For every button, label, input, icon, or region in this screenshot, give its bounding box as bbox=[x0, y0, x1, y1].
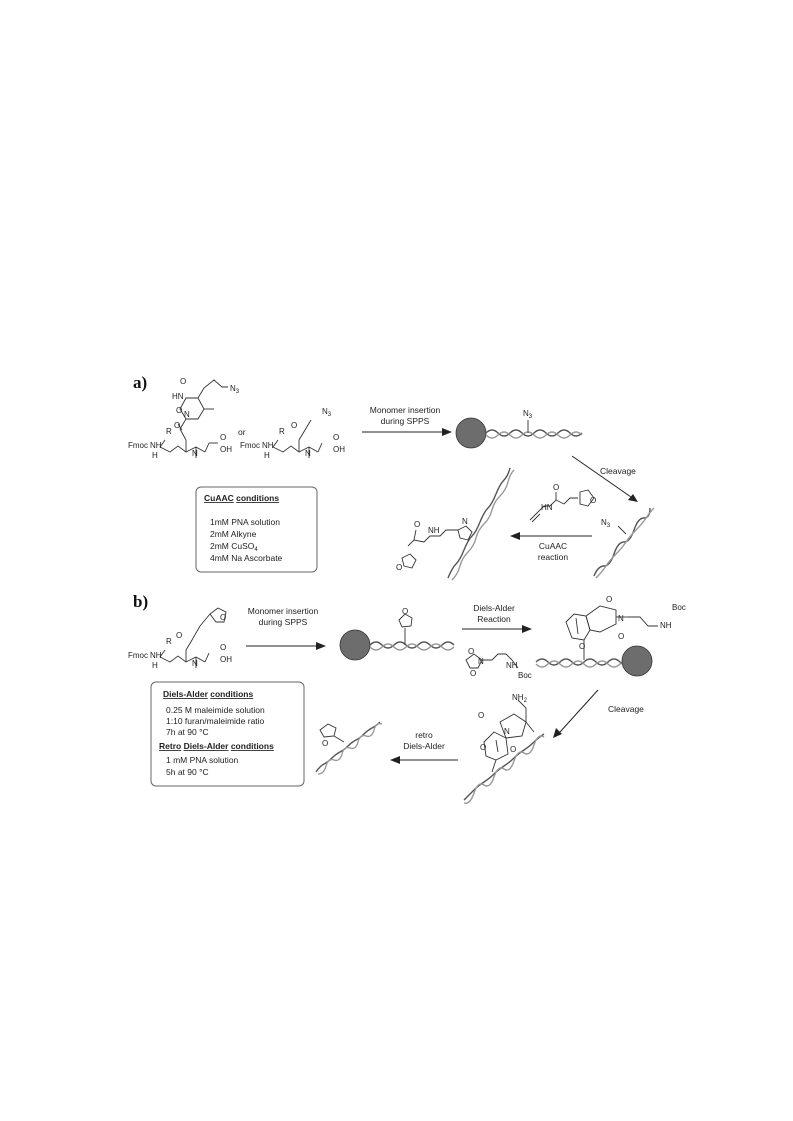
atom-o-cleaved-1: O bbox=[478, 711, 485, 720]
retro-da-title: Retro Diels-Alder conditions bbox=[159, 741, 274, 751]
label-b-da-1: Diels-Alder bbox=[473, 603, 515, 613]
label-b-insertion-1: Monomer insertion bbox=[247, 606, 319, 616]
atom-n3-backbone: $N_3$ bbox=[322, 407, 332, 418]
atom-n-ring: N bbox=[184, 410, 190, 419]
cleaved-adduct bbox=[464, 693, 544, 803]
atom-o-furan-product: O bbox=[396, 563, 403, 572]
alkyne-furan-reagent bbox=[530, 483, 596, 522]
atom-hn-reagent: HN bbox=[541, 503, 553, 512]
atom-r-3: R bbox=[166, 637, 172, 646]
resin-bead-a bbox=[456, 418, 486, 448]
da-line-1: 0.25 M maleimide solution bbox=[166, 705, 265, 715]
atom-o-furan-reagent: O bbox=[590, 496, 597, 505]
resin-bead-b bbox=[340, 630, 370, 660]
atom-n-furan-monomer: N bbox=[192, 659, 198, 668]
atom-h: H bbox=[152, 451, 158, 460]
atom-h-3: H bbox=[152, 661, 158, 670]
cuaac-line-1: 1mM PNA solution bbox=[210, 517, 280, 527]
atom-o-acid-3: O bbox=[220, 643, 227, 652]
atom-nh2: $NH_2$ bbox=[512, 693, 527, 704]
atom-o-furan-strand: O bbox=[402, 607, 409, 616]
monomer-furan bbox=[128, 608, 232, 670]
atom-nh: NH bbox=[150, 441, 162, 450]
atom-o-adduct-2: O bbox=[618, 632, 625, 641]
triazole-product bbox=[396, 468, 514, 580]
atom-o-ring-monomer: O bbox=[220, 613, 227, 622]
atom-o-backbone: O bbox=[291, 421, 298, 430]
atom-o-adduct-1: O bbox=[606, 595, 613, 604]
da-line-2: 1:10 furan/maleimide ratio bbox=[166, 716, 265, 726]
atom-oh-2: OH bbox=[333, 445, 345, 454]
atom-nh-product: NH bbox=[428, 526, 440, 535]
atom-n-triazole: N bbox=[462, 517, 468, 526]
label-b-cleavage: Cleavage bbox=[608, 704, 644, 714]
atom-n-cleaved: N bbox=[504, 727, 510, 736]
atom-o-top: O bbox=[180, 377, 187, 386]
atom-nh-2: NH bbox=[262, 441, 274, 450]
atom-o-amide-reagent: O bbox=[553, 483, 560, 492]
label-a-cuaac-1: CuAAC bbox=[538, 541, 568, 551]
panel-label-a: a) bbox=[133, 373, 148, 392]
atom-fmoc-3: Fmoc bbox=[128, 651, 148, 660]
atom-o-acid: O bbox=[220, 433, 227, 442]
label-a-insertion-1: Monomer insertion bbox=[369, 405, 441, 415]
atom-fmoc-2: Fmoc bbox=[240, 441, 260, 450]
atom-o-mid: O bbox=[176, 406, 183, 415]
atom-n-backbone-2: N bbox=[305, 449, 311, 458]
atom-n3-strand: $N_3$ bbox=[523, 409, 533, 420]
atom-h-2: H bbox=[264, 451, 270, 460]
atom-o-furan-monomer: O bbox=[176, 631, 183, 640]
atom-o-bridge-cleaved: O bbox=[480, 743, 487, 752]
atom-o-bridge: O bbox=[579, 642, 586, 651]
atom-o-cleaved-2: O bbox=[510, 745, 517, 754]
label-b-retro-2: Diels-Alder bbox=[403, 741, 445, 751]
atom-n-backbone: N bbox=[192, 449, 198, 458]
atom-o-carbonyl: O bbox=[174, 421, 181, 430]
arrow-b-cleavage bbox=[560, 690, 598, 732]
atom-boc-adduct: Boc bbox=[672, 603, 686, 612]
label-a-cleavage: Cleavage bbox=[600, 466, 636, 476]
atom-oh-3: OH bbox=[220, 655, 232, 664]
label-b-insertion-2: during SPPS bbox=[258, 617, 308, 627]
maleimide-reagent bbox=[466, 647, 532, 680]
atom-hn: HN bbox=[172, 392, 184, 401]
panel-label-b: b) bbox=[133, 592, 149, 611]
atom-r-2: R bbox=[279, 427, 285, 436]
retro-line-1: 1 mM PNA solution bbox=[166, 755, 239, 765]
atom-n-maleimide: N bbox=[478, 657, 484, 666]
cuaac-line-4: 4mM Na Ascorbate bbox=[210, 553, 283, 563]
atom-o-product: O bbox=[414, 520, 421, 529]
cycloadduct-on-resin bbox=[536, 595, 686, 676]
label-b-da-2: Reaction bbox=[477, 614, 511, 624]
atom-o-maleimide-1: O bbox=[468, 647, 475, 656]
label-b-retro-1: retro bbox=[415, 730, 433, 740]
atom-nh-3: NH bbox=[150, 651, 162, 660]
atom-nh-adduct: NH bbox=[660, 621, 672, 630]
atom-o-released-furan: O bbox=[322, 739, 329, 748]
da-line-3: 7h at 90 °C bbox=[166, 727, 209, 737]
arrow-a-cleavage bbox=[572, 456, 631, 497]
label-a-cuaac-2: reaction bbox=[537, 552, 569, 562]
atom-n-adduct: N bbox=[618, 614, 624, 623]
atom-boc-maleimide: Boc bbox=[518, 671, 532, 680]
atom-oh: OH bbox=[220, 445, 232, 454]
atom-nh-maleimide: NH bbox=[506, 661, 518, 670]
atom-fmoc: Fmoc bbox=[128, 441, 148, 450]
or-connector: or bbox=[238, 427, 246, 437]
atom-n3-cleaved: $N_3$ bbox=[601, 518, 611, 529]
atom-r: R bbox=[166, 427, 172, 436]
cuaac-line-3: 2mM CuSO$_4$ bbox=[210, 541, 258, 553]
monomer-azide-backbone bbox=[240, 407, 345, 460]
cuaac-line-2: 2mM Alkyne bbox=[210, 529, 257, 539]
cuaac-box-title: CuAAC conditions bbox=[204, 493, 280, 503]
retro-line-2: 5h at 90 °C bbox=[166, 767, 209, 777]
atom-o-maleimide-2: O bbox=[470, 669, 477, 678]
released-furan-strand bbox=[316, 722, 382, 774]
atom-n3: $N_3$ bbox=[230, 384, 240, 395]
atom-o-acid-2: O bbox=[333, 433, 340, 442]
label-a-insertion-2: during SPPS bbox=[380, 416, 430, 426]
da-box-title: Diels-Alder conditions bbox=[163, 689, 254, 699]
